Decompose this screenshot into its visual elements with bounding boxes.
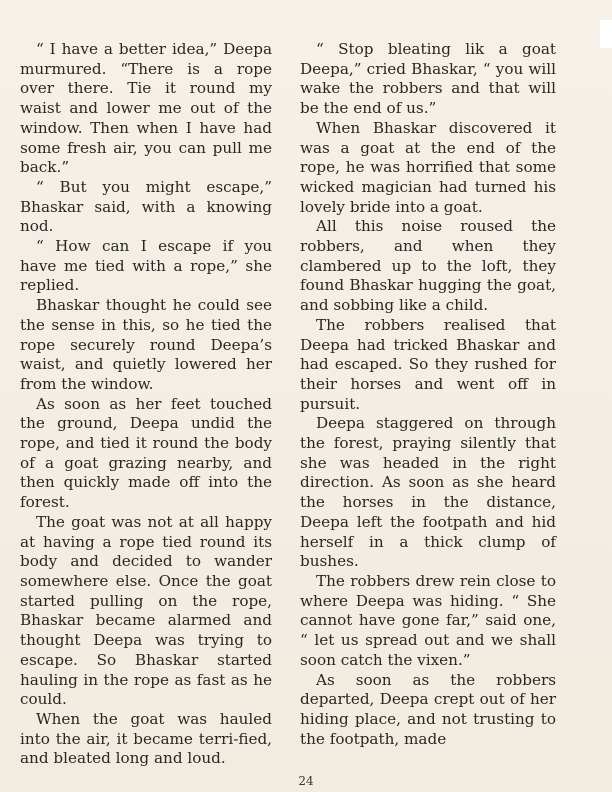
paragraph: When Bhaskar discovered it was a goat at the end of the rope, he was horrified that some wicked magician had turned his lovely bride into a goat. [300,118,556,216]
paragraph: Deepa staggered on through the forest, praying silently that she was headed in the right direction. As soon as she heard the horses in the distance, Deepa left the footpath and hid herself in a thick clump of bushes. [300,414,556,571]
page-edge-mark [600,20,612,48]
paragraph: As soon as the robbers departed, Deepa crept out of her hiding place, and not trusting to the footpath, made [300,670,556,748]
paragraph: “ I have a better idea,” Deepa murmured. “There is a rope over there. Tie it round my waist and lower me out of the window. Then when I have had some fresh air, you can pull me back.” [20,40,272,177]
right-column [300,40,556,749]
paragraph: All this noise roused the robbers, and when they clambered up to the loft, they found Bhaskar hugging the goat, and sobbing like a child. [300,217,556,315]
paragraph: The robbers realised that Deepa had tricked Bhaskar and had escaped. So they rushed for their horses and went off in pursuit. [300,315,556,413]
paragraph: “ How can I escape if you have me tied with a rope,” she replied. [20,237,272,295]
paragraph: The robbers drew rein close to where Deepa was hiding. “ She cannot have gone far,” said one, “ let us spread out and we shall soon catch the vixen.” [300,571,556,669]
page-number: 24 [298,774,314,788]
paragraph: The goat was not at all happy at having a rope tied round its body and decided to wander somewhere else. Once the goat started pulling on the rope, Bhaskar became alarmed and thought Deepa was trying to escape. So Bhaskar started hauling in the rope as fast as he could. [20,512,272,709]
paragraph: “ But you might escape,” Bhaskar said, with a knowing nod. [20,177,272,236]
paragraph: Bhaskar thought he could see the sense in this, so he tied the rope securely round Deepa’s waist, and quietly lowered her from the window. [20,296,272,393]
paragraph: “ Stop bleating lik a goat Deepa,” cried Bhaskar, “ you will wake the robbers and that will be the end of us.” [300,40,556,118]
paragraph: As soon as her feet touched the ground, Deepa undid the rope, and tied it round the body of a goat grazing nearby, and then quickly made off into the forest. [20,394,272,512]
left-column [20,40,272,769]
paragraph: When the goat was hauled into the air, it became terri-fied, and bleated long and loud. [20,709,272,768]
